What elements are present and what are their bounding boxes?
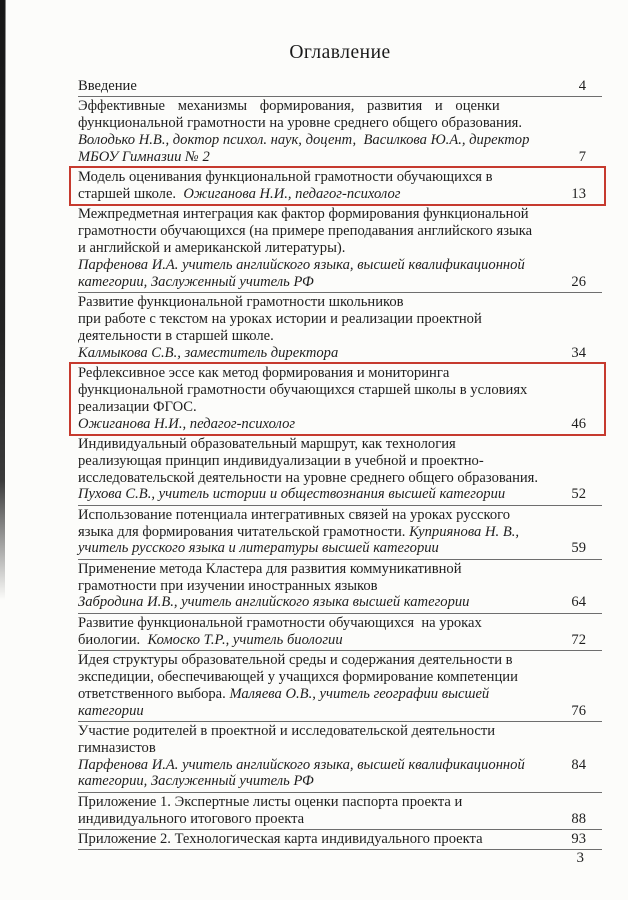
- title-text: ответственного выбора.: [78, 685, 230, 702]
- toc-entry-line: [78, 669, 602, 686]
- toc-entry-line: [78, 723, 602, 740]
- toc-entry-line: [78, 740, 602, 757]
- toc-entry-line: [78, 507, 602, 524]
- author-text: учитель русского языка и литературы высшей категории: [78, 540, 439, 557]
- toc-entry-line: [78, 149, 602, 166]
- author-text: Ожиганова Н.И., педагог-психолог: [78, 415, 296, 432]
- scan-edge-artifact-inner: [4, 0, 6, 420]
- toc-entry-line: [78, 311, 602, 328]
- title-text: языка для формирования читательской грамотности.: [78, 523, 410, 540]
- toc-entry-line: [78, 416, 602, 433]
- toc-table: [78, 77, 602, 850]
- toc-entry: [78, 506, 602, 560]
- toc-entry-line: [78, 811, 602, 828]
- toc-entry-line: [78, 615, 602, 632]
- title-text: Развитие функциональной грамотности обучающихся на уроках: [78, 614, 482, 631]
- toc-entry: [78, 97, 602, 168]
- author-text: Комоско Т.Р., учитель биологии: [147, 631, 343, 648]
- title-text: Участие родителей в проектной и исследовательской деятельности: [78, 722, 496, 739]
- toc-entry-line: [78, 540, 602, 557]
- title-text: Применение метода Кластера для развития коммуникативной: [78, 560, 462, 577]
- toc-entry: [78, 77, 602, 97]
- toc-entry-line: [78, 257, 602, 274]
- title-text: реализации ФГОС.: [78, 398, 197, 415]
- title-text: Эффективные механизмы формирования, развития и оценки: [78, 98, 500, 115]
- toc-entry-line: [78, 274, 602, 291]
- toc-page-number: 7: [578, 148, 586, 165]
- toc-page-number: 26: [571, 273, 586, 290]
- toc-entry-line: [78, 524, 602, 541]
- toc-entry-line: [78, 773, 602, 790]
- author-text: Пухова С.В., учитель истории и обществознания высшей категории: [78, 486, 506, 503]
- toc-page-number: 13: [571, 186, 586, 203]
- toc-entry-line: [78, 206, 602, 223]
- title-text: Индивидуальный образовательный маршрут, как технология: [78, 435, 456, 452]
- title-text: Межпредметная интеграция как фактор формирования функциональной: [78, 206, 529, 223]
- toc-page-number: 88: [571, 810, 586, 827]
- title-text: деятельности в старшей школе.: [78, 327, 274, 344]
- toc-entry-line: [78, 594, 602, 611]
- author-text: категории, Заслуженный учитель РФ: [78, 773, 314, 790]
- title-text: Использование потенциала интегративных связей на уроках русского: [78, 506, 511, 523]
- title-text: грамотности при изучении иностранных языков: [78, 577, 378, 594]
- title-text: экспедиции, обеспечивающей у учащихся формирование компетенции: [78, 668, 518, 685]
- toc-entry-line: [78, 132, 602, 149]
- title-text: исследовательской деятельности на уровне среднего общего образования.: [78, 469, 539, 486]
- author-text: категории: [78, 702, 144, 719]
- toc-entry: [78, 830, 602, 850]
- title-text: биологии.: [78, 631, 148, 648]
- toc-entry: [78, 651, 602, 722]
- toc-entry-line: [78, 365, 602, 382]
- author-text: Ожиганова Н.И., педагог-психолог: [183, 186, 401, 203]
- toc-entry: [78, 435, 602, 506]
- author-text: Калмыкова С.В., заместитель директора: [78, 344, 339, 361]
- toc-entry-line: [78, 345, 602, 362]
- toc-entry-line: [78, 294, 602, 311]
- toc-entry-line: [78, 578, 602, 595]
- page-title: Оглавление: [289, 42, 391, 63]
- toc-entry-line: [78, 632, 602, 649]
- title-text: Введение: [78, 78, 137, 94]
- toc-page-number: 34: [571, 344, 586, 361]
- toc-entry: [78, 293, 602, 364]
- toc-entry: [78, 560, 602, 614]
- toc-page-number: 4: [578, 78, 586, 94]
- author-text: Парфенова И.А. учитель английского языка, высшей квалификационной: [78, 756, 525, 773]
- toc-page-number: 64: [571, 594, 586, 611]
- toc-entry-line: [78, 223, 602, 240]
- toc-entry-line: [78, 78, 602, 95]
- toc-page-number: 76: [571, 702, 586, 719]
- toc-entry-line: [78, 486, 602, 503]
- title-text: реализующая принцип индивидуализации в учебной и проектно-: [78, 452, 484, 469]
- toc-page-number: 59: [571, 540, 586, 557]
- toc-entry-line: [78, 328, 602, 345]
- title-text: функциональной грамотности обучающихся старшей школы в условиях: [78, 381, 528, 398]
- toc-entry-line: [78, 831, 602, 848]
- toc-entry-line: [78, 757, 602, 774]
- toc-entry-line: [78, 169, 602, 186]
- title-text: Развитие функциональной грамотности школьников: [78, 294, 404, 311]
- toc-entry-line: [78, 186, 602, 203]
- toc-entry: [78, 793, 602, 830]
- toc-entry-line: [78, 703, 602, 720]
- toc-entry-line: [78, 115, 602, 132]
- title-text: Приложение 2. Технологическая карта индивидуального проекта: [78, 830, 483, 847]
- author-text: Парфенова И.А. учитель английского языка, высшей квалификационной: [78, 256, 525, 273]
- author-text: Куприянова Н. В.,: [409, 523, 520, 540]
- toc-entry: [78, 722, 602, 793]
- toc-entry-line: [78, 436, 602, 453]
- footer-page-number: 3: [576, 850, 584, 866]
- toc-entry: [78, 205, 602, 293]
- title-text: старшей школе.: [78, 186, 184, 203]
- toc-entry-line: [78, 652, 602, 669]
- author-text: Забродина И.В., учитель английского языка высшей категории: [78, 594, 470, 611]
- toc-entry-line: [78, 794, 602, 811]
- toc-entry-line: [78, 453, 602, 470]
- title-text: грамотности обучающихся (на примере преподавания английского языка: [78, 223, 533, 240]
- title-text: гимназистов: [78, 739, 156, 756]
- author-text: Володько Н.В., доктор психол. наук, доцент, Василкова Ю.А., директор: [78, 132, 530, 149]
- author-text: МБОУ Гимназии № 2: [78, 148, 210, 165]
- toc-entry-highlighted: [78, 364, 602, 435]
- title-text: при работе с текстом на уроках истории и реализации проектной: [78, 310, 482, 327]
- toc-entry: [78, 614, 602, 651]
- toc-entry-line: [78, 399, 602, 416]
- toc-entry-line: [78, 240, 602, 257]
- toc-page-number: 46: [571, 415, 586, 432]
- toc-page-number: 52: [571, 486, 586, 503]
- toc-entry-line: [78, 382, 602, 399]
- toc-entry-line: [78, 470, 602, 487]
- toc-entry-highlighted: [78, 168, 602, 205]
- toc-entry-line: [78, 98, 602, 115]
- title-text: Модель оценивания функциональной грамотности обучающихся в: [78, 169, 493, 186]
- author-text: Маляева О.В., учитель географии высшей: [229, 685, 490, 702]
- toc-page-number: 72: [571, 631, 586, 648]
- toc-page-number: 84: [571, 756, 586, 773]
- title-text: функциональной грамотности на уровне среднего общего образования.: [78, 115, 523, 132]
- title-text: Идея структуры образовательной среды и содержания деятельности в: [78, 652, 513, 668]
- toc-page-number: 93: [571, 830, 586, 847]
- title-text: индивидуального итогового проекта: [78, 810, 305, 827]
- toc-entry-line: [78, 686, 602, 703]
- toc-entry-line: [78, 561, 602, 578]
- title-text: Приложение 1. Экспертные листы оценки паспорта проекта и: [78, 793, 463, 810]
- title-text: Рефлексивное эссе как метод формирования и мониторинга: [78, 365, 450, 381]
- title-text: и английской и американской литературы).: [78, 240, 346, 257]
- page-content: [78, 40, 602, 850]
- author-text: категории, Заслуженный учитель РФ: [78, 273, 314, 290]
